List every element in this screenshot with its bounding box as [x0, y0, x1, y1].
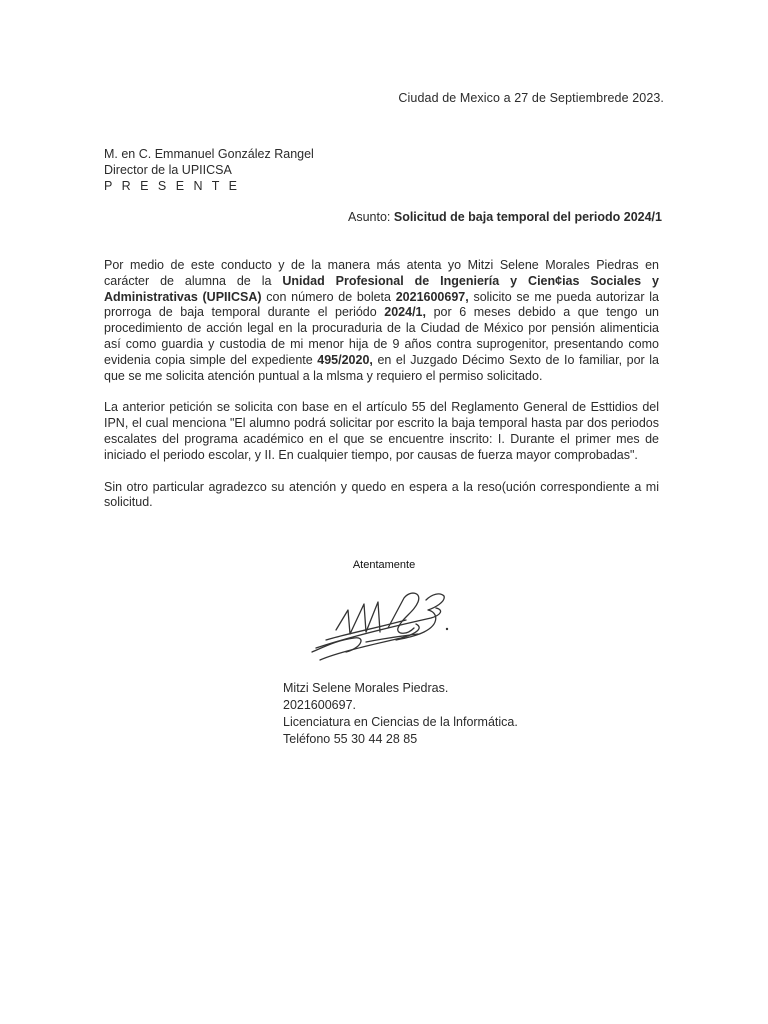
- paragraph-request-text: Por medio de este conducto y de la manera más atenta yo Mitzi Selene Morales Piedras en carácter de alumna de la: [104, 258, 659, 288]
- signature-dot: [446, 628, 448, 630]
- subject-text: Solicitud de baja temporal del periodo 2024/1: [393, 210, 662, 224]
- student-id: 2021600697,: [395, 289, 469, 304]
- letter-date: Ciudad de Mexico a 27 de Septiembrede 2023.: [398, 91, 664, 105]
- institution-name: Unidad Profesional de Ingeniería y Cien¢ias Sociales y Administrativas (UPIICSA): [104, 273, 659, 304]
- period-value: 2024/1,: [384, 305, 426, 320]
- sender-block: [283, 680, 518, 748]
- recipient-position: Director de la UPIICSA: [104, 163, 232, 177]
- paragraph-request-text: por 6 meses debido a que tengo un procedimiento de acción legal en la procuraduria de la Ciudad de México por pensión alimenticia así como guardia y custodia de mi menor hija de 9 años contra suprogenitor, presentando como evidenia copia simple del expediente: [104, 305, 659, 367]
- recipient-presente: P R E S E N T E: [104, 179, 241, 193]
- letter-body: [104, 258, 659, 527]
- sender-name: Mitzi Selene Morales Piedras.: [283, 681, 449, 695]
- paragraph-request: [104, 258, 659, 384]
- subject-label: Asunto:: [347, 210, 391, 224]
- sender-degree: Licenciatura en Ciencias de la lnformática.: [283, 715, 518, 729]
- paragraph-regulation: La anterior petición se solicita con base en el artículo 55 del Reglamento General de Esttidios del IPN, el cual menciona "El alumno podrá solicitar por escrito la baja temporal hasta par dos periodos escalates del programa académico en el que se encuentre inscrito: I. Durante el primer mes de iniciado el periodo escolar, y II. En cualquier tiempo, por causas de fuerza mayor comprobadas".: [104, 400, 659, 462]
- paragraph-request-text: solicito se me pueda autorizar la prorroga de baja temporal durante el periódo: [104, 289, 660, 320]
- closing-word: Atentamente: [352, 559, 416, 571]
- subject-line: [348, 210, 662, 224]
- recipient-block: [104, 146, 314, 194]
- sender-phone: Teléfono 55 30 44 28 85: [283, 732, 418, 746]
- recipient-name: M. en C. Emmanuel González Rangel: [104, 147, 314, 161]
- handwritten-signature: [306, 588, 456, 668]
- sender-id: 2021600697.: [283, 698, 356, 712]
- paragraph-closing: Sin otro particular agradezco su atención y quedo en espera a la reso(ución correspondiente a mi solicitud.: [104, 479, 659, 510]
- signature-strokes: [312, 593, 444, 660]
- paragraph-request-text: en el Juzgado Décimo Sexto de Io familiar, por la que se me solicita atención puntual a la mlsma y requiero el permiso solicitado.: [104, 352, 659, 383]
- case-number: 495/2020,: [317, 352, 373, 367]
- paragraph-request-text: con número de boleta: [261, 289, 396, 304]
